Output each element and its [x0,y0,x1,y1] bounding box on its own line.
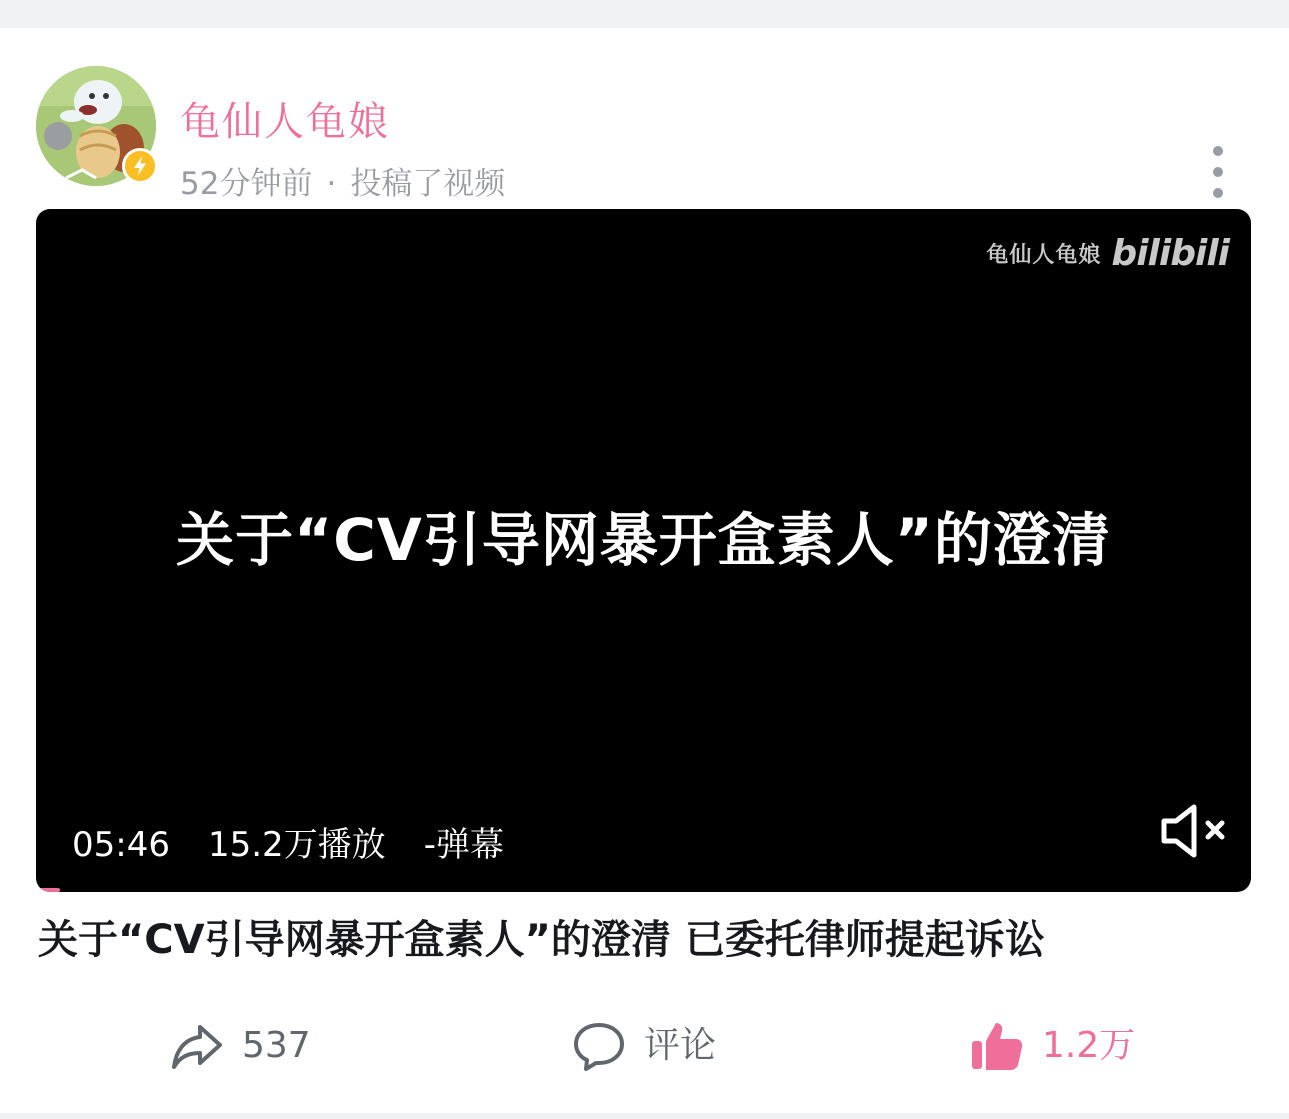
video-duration: 05:46 [72,825,170,865]
post-caption[interactable]: 关于“CV引导网暴开盒素人”的澄清 已委托律师提起诉讼 [38,917,1045,963]
video-watermark [986,233,1229,274]
bilibili-logo-icon: bilibili [1111,233,1229,274]
author-name[interactable]: 龟仙人龟娘 [180,99,390,145]
more-dot-icon [1213,146,1223,156]
dynamic-post-card[interactable] [0,28,1289,1113]
more-dot-icon [1213,167,1223,177]
meta-separator: · [326,166,337,202]
share-count: 537 [242,1025,311,1066]
post-action-text: 投稿了视频 [350,166,506,202]
like-count: 1.2万 [1042,1025,1136,1066]
post-meta [180,164,505,204]
share-button[interactable] [170,1018,311,1074]
post-time: 52分钟前 [180,166,313,202]
video-danmaku-count: -弹幕 [423,825,504,865]
comment-button[interactable] [572,1018,716,1074]
watermark-author: 龟仙人龟娘 [986,243,1102,268]
more-dot-icon [1213,188,1223,198]
verified-badge [122,148,158,184]
video-frame-title: 关于“CV引导网暴开盒素人”的澄清 [176,506,1111,574]
avatar[interactable] [36,66,156,186]
comment-label: 评论 [644,1025,717,1066]
video-play-count: 15.2万播放 [207,825,386,865]
speaker-muted-icon [1158,799,1230,863]
thumbs-up-icon [970,1019,1024,1073]
like-button[interactable] [970,1018,1135,1074]
comment-icon [572,1019,626,1073]
share-icon [170,1021,224,1071]
mute-toggle-button[interactable] [1158,799,1230,863]
video-stats [72,823,542,867]
video-progress-fill [36,888,60,892]
more-options-button[interactable] [1198,140,1238,202]
video-progress-bar[interactable] [36,888,1251,892]
lightning-verified-icon [125,151,155,181]
video-player[interactable] [36,209,1251,892]
